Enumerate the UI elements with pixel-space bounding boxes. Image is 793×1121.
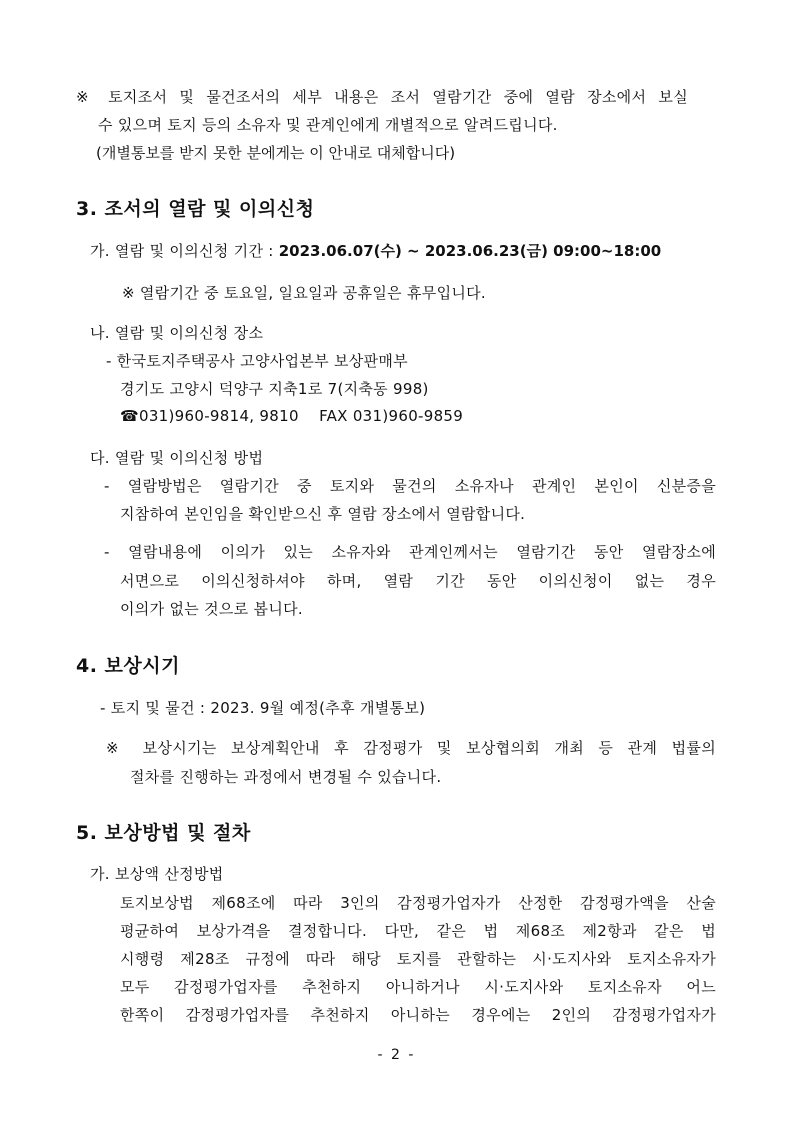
- period-note: ※ 열람기간 중 토요일, 일요일과 공휴일은 휴무입니다.: [122, 284, 487, 302]
- place-phone-fax: ☎031)960-9814, 9810 FAX 031)960-9859: [120, 407, 464, 425]
- method-2-line-2: 서면으로 이의신청하셔야 하며, 열람 기간 동안 이의신청이 없는 경우: [120, 572, 716, 590]
- method-1-line-1: - 열람방법은 열람기간 중 토지와 물건의 소유자나 관계인 본인이 신분증을: [104, 477, 716, 495]
- section-5-para-line-4: 모두 감정평가업자를 추천하지 아니하거나 시·도지사와 토지소유자 어느: [120, 978, 716, 996]
- section-3-title: 3. 조서의 열람 및 이의신청: [76, 198, 315, 220]
- section-5-para-line-5: 한쪽이 감정평가업자를 추천하지 아니하는 경우에는 2인의 감정평가업자가: [120, 1006, 716, 1024]
- method-2-line-3: 이의가 없는 것으로 봅니다.: [120, 600, 303, 618]
- section-5-sub-label: 가. 보상액 산정방법: [90, 865, 224, 883]
- period-value: 2023.06.07(수) ~ 2023.06.23(금) 09:00~18:00: [278, 242, 662, 260]
- notice-line-2: 수 있으며 토지 등의 소유자 및 관계인에게 개별적으로 알려드립니다.: [98, 116, 558, 134]
- section-5-title: 5. 보상방법 및 절차: [76, 822, 251, 844]
- method-1-line-2: 지참하여 본인임을 확인받으신 후 열람 장소에서 열람합니다.: [120, 505, 526, 523]
- notice-line-1: ※ 토지조서 및 물건조서의 세부 내용은 조서 열람기간 중에 열람 장소에서 보실: [76, 88, 688, 106]
- section-4-title: 4. 보상시기: [76, 655, 180, 677]
- period-line: [90, 241, 661, 261]
- section-5-para-line-3: 시행령 제28조 규정에 따라 해당 토지를 관할하는 시·도지사와 토지소유자가: [120, 950, 716, 968]
- method-label: 다. 열람 및 이의신청 방법: [90, 449, 264, 467]
- notice-line-3: (개별통보를 받지 못한 분에게는 이 안내로 대체합니다): [96, 144, 456, 162]
- period-label: 가. 열람 및 이의신청 기간 :: [90, 242, 279, 260]
- section-5-para-line-1: 토지보상법 제68조에 따라 3인의 감정평가업자가 산정한 감정평가액을 산술: [120, 894, 716, 912]
- section-4-note-line-1: ※ 보상시기는 보상계획안내 후 감정평가 및 보상협의회 개최 등 관계 법률의: [106, 739, 716, 757]
- place-org: - 한국토지주택공사 고양사업본부 보상판매부: [106, 352, 408, 370]
- section-4-item: - 토지 및 물건 : 2023. 9월 예정(추후 개별통보): [100, 699, 426, 717]
- method-2-line-1: - 열람내용에 이의가 있는 소유자와 관계인께서는 열람기간 동안 열람장소에: [104, 543, 716, 561]
- section-5-para-line-2: 평균하여 보상가격을 결정합니다. 다만, 같은 법 제68조 제2항과 같은 법: [120, 922, 716, 940]
- page-number: - 2 -: [377, 1047, 416, 1063]
- place-address: 경기도 고양시 덕양구 지축1로 7(지축동 998): [120, 380, 429, 398]
- place-label: 나. 열람 및 이의신청 장소: [90, 324, 264, 342]
- section-4-note-line-2: 절차를 진행하는 과정에서 변경될 수 있습니다.: [130, 768, 442, 786]
